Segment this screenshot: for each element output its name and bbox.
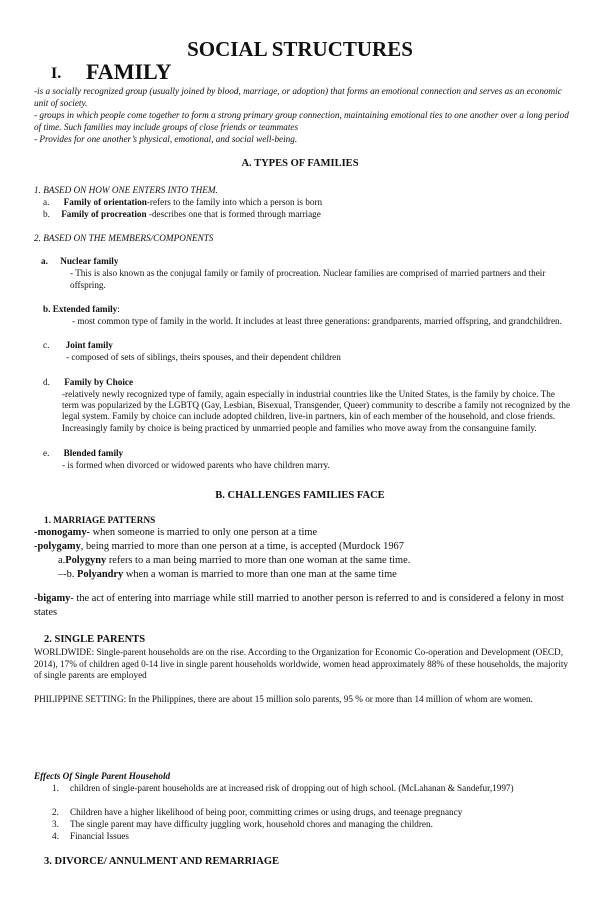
effects-number: 1.	[52, 783, 59, 793]
effects-heading: Effects Of Single Parent Household	[34, 771, 171, 781]
effects-item: Children have a higher likelihood of being poor, committing crimes or using drugs, and teenage pregnancy	[70, 807, 463, 817]
list-item-procreation	[43, 209, 321, 221]
marriage-patterns-heading: 1. MARRIAGE PATTERNS	[44, 515, 156, 525]
desc-polygyny: refers to a man being married to more than one woman at the same time.	[106, 555, 411, 566]
term-nuclear-family: Nuclear family	[60, 256, 119, 266]
desc-blended-family: - is formed when divorced or widowed parents who have children marry.	[62, 460, 330, 470]
effects-item: children of single-parent households are at increased risk of dropping out of high school. (McLahanan & Sandefur,1997)	[70, 783, 514, 793]
term-polygamy: -polygamy	[34, 541, 81, 552]
effects-number: 3.	[52, 819, 59, 829]
worldwide-paragraph: WORLDWIDE: Single-parent households are on the rise. According to the Organization for Economic Co-operation and Development (OECD, 2014), 17% of children aged 0-14 live in single parent households worldwide, women head approximately 88% of these households, the majority of single parents are employed	[34, 647, 569, 680]
single-parents-heading: 2. SINGLE PARENTS	[44, 634, 146, 645]
group-1-label: 1. BASED ON HOW ONE ENTERS INTO THEM.	[34, 185, 218, 195]
list-item-extended	[43, 304, 120, 316]
polyandry-line	[58, 569, 397, 582]
desc-family-of-orientation: -refers to the family into which a person is born	[146, 197, 323, 207]
list-marker: –-b.	[58, 569, 78, 580]
family-definition-1: -is a socially recognized group (usually joined by blood, marriage, or adoption) that forms an emotional connection and serves as an economic unit of society.	[34, 86, 562, 108]
term-polyandry: Polyandry	[77, 569, 124, 580]
family-definition-2: - groups in which people come together to form a strong primary group connection, maintaining emotional ties to one another over a long period of time. Such families may include groups of close friends or teammates	[34, 110, 569, 132]
term-extended-family: b. Extended family	[43, 304, 118, 314]
desc-family-by-choice: -relatively newly recognized type of family, again especially in industrial countries like the United States, is the family by choice. The term was popularized by the LGBTQ (Gay, Lesbian, Bisexual, Transgender, Queer) community to describe a family not recognized by the legal system. Family by choice can include adopted children, live-in partners, kin of each member of the household, and close friends. Increasingly family by choice is being practiced by unmarried people and families who move away from the consanguine family.	[62, 389, 571, 433]
desc-joint-family: - composed of sets of siblings, theirs spouses, and their dependent children	[66, 352, 341, 362]
list-marker: a.	[43, 197, 50, 207]
section-b-heading: B. CHALLENGES FAMILIES FACE	[215, 490, 385, 501]
list-item-orientation	[43, 197, 322, 209]
term-blended-family: Blended family	[63, 448, 124, 458]
list-item-joint	[43, 340, 113, 352]
philippine-paragraph: PHILIPPINE SETTING: In the Philippines, there are about 15 million solo parents, 95 % or more than 14 million of whom are women.	[34, 694, 533, 704]
extended-colon: :	[117, 304, 120, 314]
bigamy-paragraph	[34, 592, 574, 619]
effects-number: 2.	[52, 807, 59, 817]
list-marker: b.	[43, 209, 50, 219]
term-family-of-procreation: Family of procreation	[61, 209, 147, 219]
term-joint-family: Joint family	[65, 340, 113, 350]
polygamy-line	[34, 541, 404, 554]
monogamy-line	[34, 527, 317, 540]
list-marker: a.	[41, 256, 48, 266]
effects-number: 4.	[52, 831, 59, 841]
list-marker: a.	[58, 555, 66, 566]
desc-family-of-procreation: -describes one that is formed through marriage	[146, 209, 321, 219]
desc-extended-family: - most common type of family in the world. It includes at least three generations: grandparents, married offspring, and grandchildren.	[72, 316, 562, 326]
section-a-heading: A. TYPES OF FAMILIES	[241, 158, 359, 169]
list-item-nuclear	[41, 256, 118, 268]
list-item-choice	[43, 377, 133, 389]
polygyny-line	[58, 555, 410, 568]
list-item-blended	[43, 448, 123, 460]
desc-bigamy: - the act of entering into marriage while still married to another person is referred to and is considered a felony in most states	[34, 593, 564, 618]
group-2-label: 2. BASED ON THE MEMBERS/COMPONENTS	[34, 233, 214, 243]
desc-polygamy: , being married to more than one person at a time, is accepted (Murdock 1967	[80, 541, 404, 552]
section-numeral: I.	[51, 65, 62, 82]
term-polygyny: Polygyny	[65, 555, 107, 566]
effects-item: The single parent may have difficulty juggling work, household chores and managing the children.	[70, 819, 433, 829]
effects-item: Financial Issues	[70, 831, 129, 841]
list-marker: e.	[43, 448, 50, 458]
divorce-heading: 3. DIVORCE/ ANNULMENT AND REMARRIAGE	[44, 856, 279, 867]
term-family-by-choice: Family by Choice	[64, 377, 134, 387]
page-title: SOCIAL STRUCTURES	[187, 37, 413, 61]
list-marker: c.	[43, 340, 50, 350]
term-monogamy: -monogamy	[34, 527, 87, 538]
list-marker: d.	[43, 377, 50, 387]
section-heading-family: FAMILY	[86, 59, 172, 84]
desc-polyandry: when a woman is married to more than one man at the same time	[123, 569, 397, 580]
term-bigamy: -bigamy	[34, 593, 71, 604]
family-definition-3: - Provides for one another’s physical, emotional, and social well-being.	[34, 134, 298, 144]
term-family-of-orientation: Family of orientation	[63, 197, 147, 207]
desc-nuclear-family: - This is also known as the conjugal family or family of procreation. Nuclear families are comprised of married partners and their offspring.	[70, 268, 546, 290]
desc-monogamy: - when someone is married to only one person at a time	[86, 527, 318, 538]
